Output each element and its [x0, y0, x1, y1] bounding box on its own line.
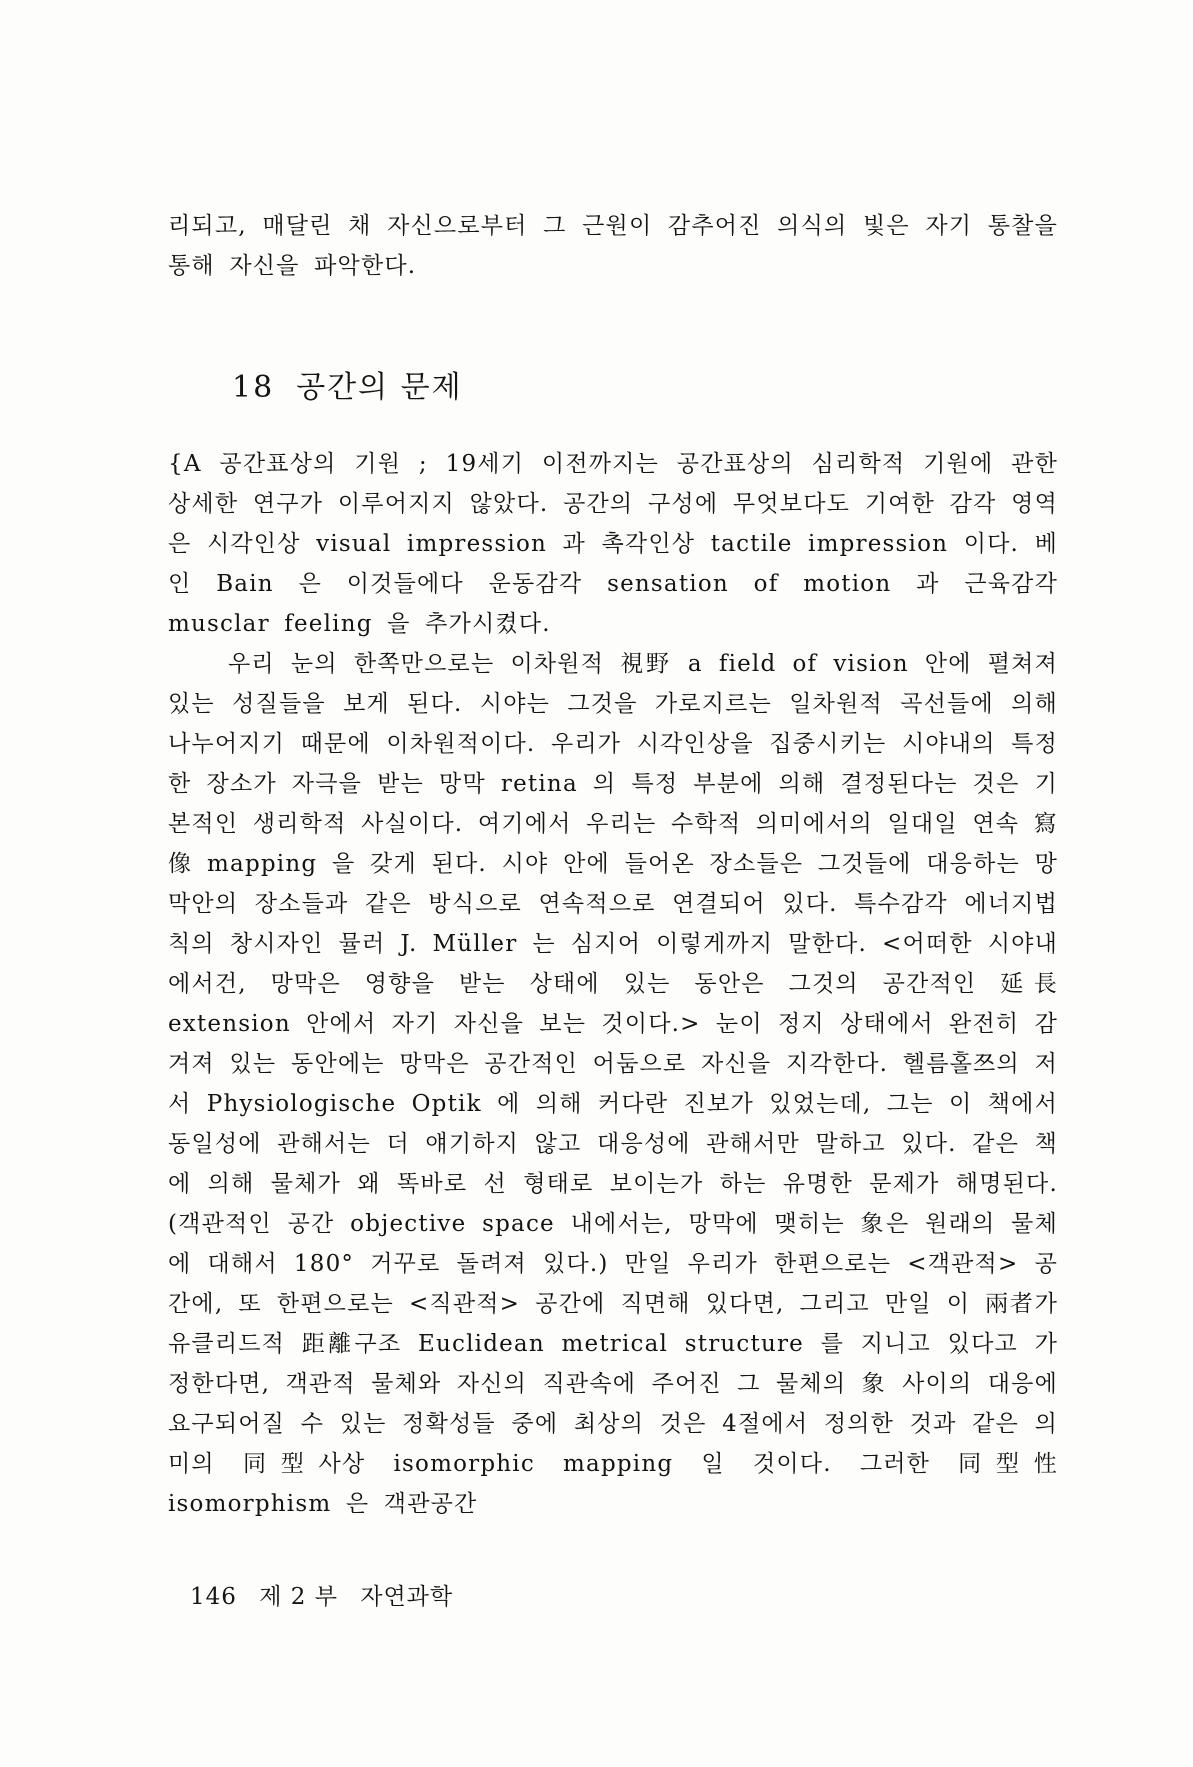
intro-paragraph: 리되고, 매달린 채 자신으로부터 그 근원이 감추어진 의식의 빛은 자기 통찰을 통해 자신을 파악한다.: [168, 213, 1058, 279]
part-title: 자연과학: [360, 1584, 454, 1610]
page-footer: [190, 1578, 467, 1611]
part-label: 제 2 부: [259, 1584, 338, 1610]
body-text: [168, 444, 1058, 1524]
section-title: 공간의 문제: [296, 370, 463, 405]
page-number: 146: [190, 1584, 237, 1610]
paragraph-space-origin: {A 공간표상의 기원 ; 19세기 이전까지는 공간표상의 심리학적 기원에 관한 상세한 연구가 이루어지지 않았다. 공간의 구성에 무엇보다도 기여한 감각 영역은 시각인상 visual impression 과 촉각인상 tactile impression 이다. 베인 Bain 은 이것들에다 운동감각 sensation of motion 과 근육감각 musclar feeling 을 추가시켰다.: [168, 451, 1058, 637]
intro-paragraph-block: [168, 206, 1058, 286]
paragraph-visual-field: 우리 눈의 한쪽만으로는 이차원적 視野 a field of vision 안에 펼쳐져 있는 성질들을 보게 된다. 시야는 그것을 가로지르는 일차원적 곡선들에 의해 나누어지기 때문에 이차원적이다. 우리가 시각인상을 집중시키는 시야내의 특정한 장소가 자극을 받는 망막 retina 의 특정 부분에 의해 결정된다는 것은 기본적인 생리학적 사실이다. 여기에서 우리는 수학적 의미에서의 일대일 연속 寫像 mapping 을 갖게 된다. 시야 안에 들어온 장소들은 그것들에 대응하는 망막안의 장소들과 같은 방식으로 연속적으로 연결되어 있다. 특수감각 에너지법칙의 창시자인 뮬러 J. Müller 는 심지어 이렇게까지 말한다. <어떠한 시야내에서건, 망막은 영향을 받는 상태에 있는 동안은 그것의 공간적인 延長 extension 안에서 자기 자신을 보는 것이다.> 눈이 정지 상태에서 완전히 감겨져 있는 동안에는 망막은 공간적인 어둠으로 자신을 지각한다. 헬름홀쯔의 저서 Physiologische Optik 에 의해 커다란 진보가 있었는데, 그는 이 책에서 동일성에 관해서는 더 얘기하지 않고 대응성에 관해서만 말하고 있다. 같은 책에 의해 물체가 왜 똑바로 선 형태로 보이는가 하는 유명한 문제가 해명된다. (객관적인 공간 objective space 내에서는, 망막에 맺히는 象은 원래의 물체에 대해서 180° 거꾸로 돌려져 있다.) 만일 우리가 한편으로는 <객관적> 공간에, 또 한편으로는 <직관적> 공간에 직면해 있다면, 그리고 만일 이 兩者가 유클리드적 距離구조 Euclidean metrical structure 를 지니고 있다고 가정한다면, 객관적 물체와 자신의 직관속에 주어진 그 물체의 象 사이의 대응에 요구되어질 수 있는 정확성들 중에 최상의 것은 4절에서 정의한 것과 같은 의미의 同型사상 isomorphic mapping 일 것이다. 그러한 同型性 isomorphism 은 객관공간: [168, 651, 1058, 1517]
section-heading: [232, 362, 463, 406]
section-number: 18: [232, 370, 275, 405]
